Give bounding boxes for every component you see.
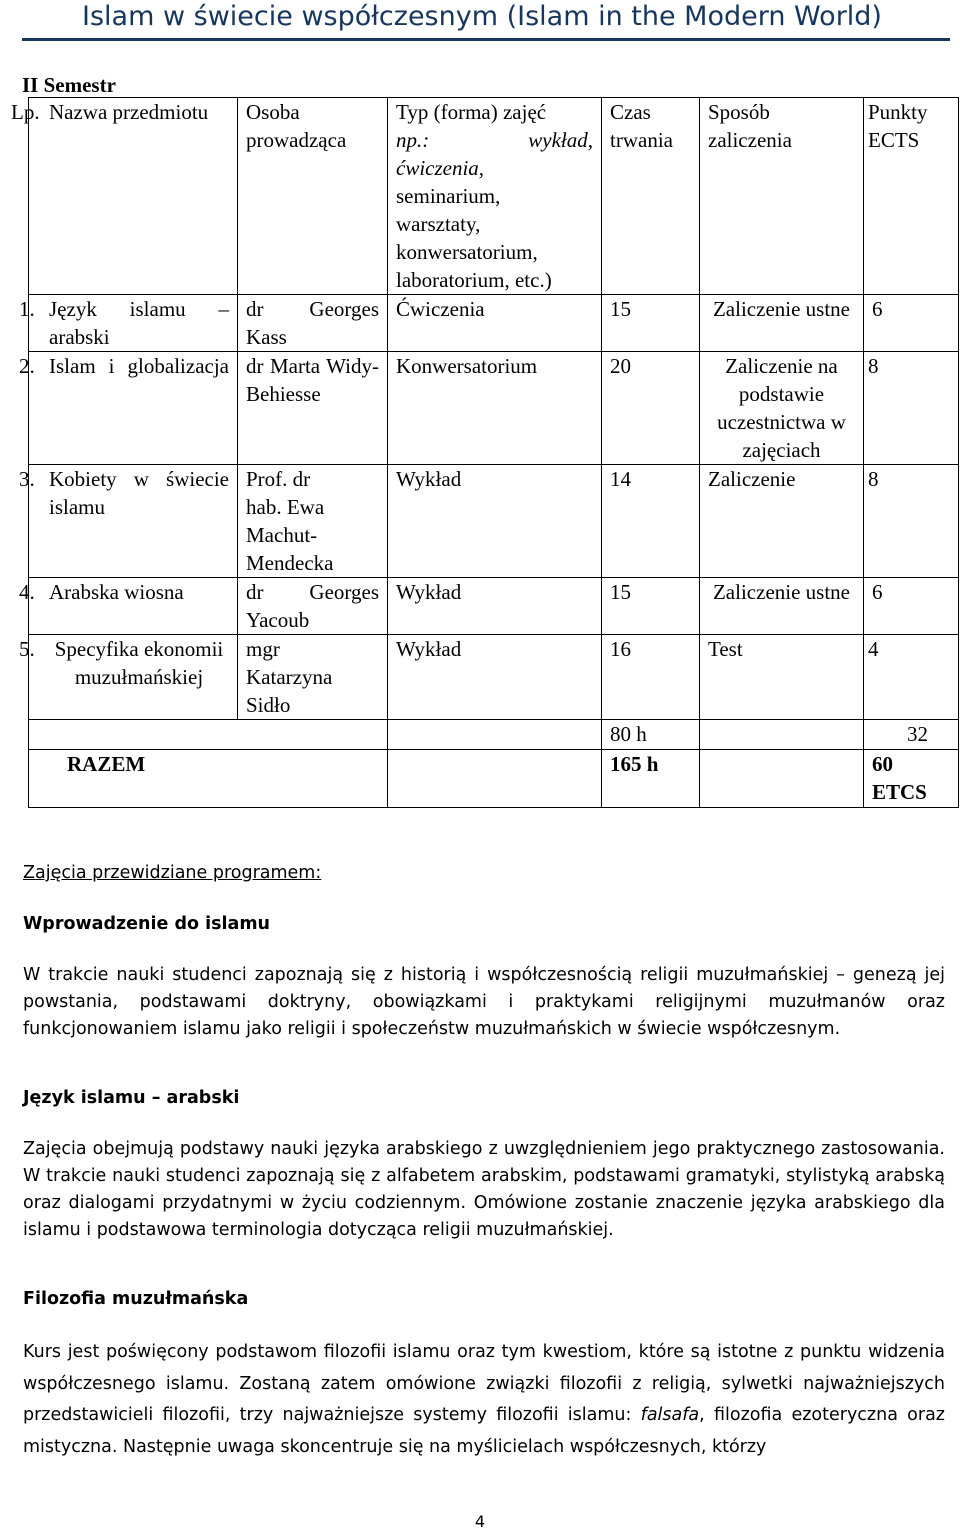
section-text: Zajęcia obejmują podstawy nauki języka arabskiego z uwzględnieniem jego praktycznego zastosowania. W trakcie nauki studenci zapoznają się z alfabetem arabskim, podstawami gramatyki, stylistyką arabską oraz dialogami przydatnymi w życiu codziennym. Omówione zostanie znaczenie języka arabskiego dla islamu i podstawowa terminologia dotycząca religii muzułmańskiej. xyxy=(23,1139,945,1240)
header-person: Osoba prowadząca xyxy=(238,98,388,295)
header-name: Nazwa przedmiotu xyxy=(49,100,209,124)
subtotal-empty xyxy=(29,720,388,750)
course-descriptions xyxy=(23,860,945,1463)
row-ects: 6 xyxy=(864,295,959,352)
header-type-b1: np.: wykład, xyxy=(396,128,593,152)
subtotal-empty-type xyxy=(388,720,602,750)
total-ects: 60 ETCS xyxy=(864,750,959,808)
header-ects: Punkty ECTS xyxy=(864,98,959,295)
table-row xyxy=(29,352,959,465)
header-method: Sposób zaliczenia xyxy=(700,98,864,295)
header-lp: Lp. xyxy=(11,100,40,124)
row-number: 2. xyxy=(19,354,35,378)
intro-heading: Zajęcia przewidziane programem: xyxy=(23,863,322,883)
section-text-part: Kurs jest poświęcony podstawom filozofii islamu oraz tym kwestiom, które są istotne z punktu widzenia współczesnego islamu. Zostaną zatem omówione związki filozofii z religią, sylwetki najważniejszych przedstawicieli filozofii, trzy najważniejsze systemy filozofii islamu: xyxy=(23,1342,945,1425)
total-label: RAZEM xyxy=(29,750,388,808)
section-text: W trakcie nauki studenci zapoznają się z historią i współczesnością religii muzułmańskiej – genezą jej powstania, podstawami doktryny, obowiązkami i praktykami religijnymi muzułmanów oraz funkcjonowaniem islamu jako religii i społeczeństw muzułmańskich w świecie współczesnym. xyxy=(23,965,945,1039)
row-person: mgr Katarzyna Sidło xyxy=(238,635,388,720)
subtotal-ects: 32 xyxy=(864,720,959,750)
page-header-title: Islam w świecie współczesnym (Islam in the Modern World) xyxy=(82,1,882,32)
row-person: Prof. dr hab. Ewa Machut-Mendecka xyxy=(238,465,388,578)
row-method: Zaliczenie ustne xyxy=(700,295,864,352)
section-heading: Wprowadzenie do islamu xyxy=(23,914,271,934)
row-ects: 8 xyxy=(864,352,959,465)
total-empty-method xyxy=(700,750,864,808)
total-empty-type xyxy=(388,750,602,808)
header-type xyxy=(388,98,602,295)
row-person: dr Georges Yacoub xyxy=(238,578,388,635)
row-ects: 6 xyxy=(864,578,959,635)
header-duration: Czas trwania xyxy=(602,98,700,295)
row-name: Język islamu – arabski xyxy=(49,297,229,349)
row-duration: 16 xyxy=(602,635,700,720)
subtotal-empty-method xyxy=(700,720,864,750)
row-3-name-cell xyxy=(19,465,238,578)
row-ects: 4 xyxy=(864,635,959,720)
row-name: Islam i globalizacja xyxy=(49,354,229,378)
section-text-emphasis: falsafa xyxy=(640,1405,700,1425)
row-person: dr Georges Kass xyxy=(238,295,388,352)
section-heading: Filozofia muzułmańska xyxy=(23,1289,249,1309)
course-table xyxy=(11,97,959,808)
header-type-c: seminarium, warsztaty, konwersatorium, laboratorium, etc.) xyxy=(396,184,552,292)
row-name: Arabska wiosna xyxy=(49,580,184,604)
header-type-b2: ćwiczenia, xyxy=(396,156,485,180)
row-type: Wykład xyxy=(388,578,602,635)
row-type: Konwersatorium xyxy=(388,352,602,465)
row-duration: 15 xyxy=(602,295,700,352)
row-number: 5. xyxy=(19,637,35,661)
row-5-name-cell xyxy=(19,635,238,720)
row-number: 3. xyxy=(19,467,35,491)
header-type-a: Typ (forma) zajęć xyxy=(396,100,547,124)
subtotal-row xyxy=(29,720,959,750)
row-duration: 15 xyxy=(602,578,700,635)
row-person: dr Marta Widy-Behiesse xyxy=(238,352,388,465)
table-row xyxy=(29,465,959,578)
row-4-name-cell xyxy=(19,578,238,635)
row-number: 1. xyxy=(19,297,35,321)
row-method: Zaliczenie na podstawie uczestnictwa w zajęciach xyxy=(700,352,864,465)
header-rule xyxy=(22,38,950,41)
row-method: Test xyxy=(700,635,864,720)
page-number: 4 xyxy=(474,1512,486,1531)
row-duration: 14 xyxy=(602,465,700,578)
table-row xyxy=(29,295,959,352)
subtotal-duration: 80 h xyxy=(602,720,700,750)
row-duration: 20 xyxy=(602,352,700,465)
header-lp-name xyxy=(11,98,238,295)
total-row xyxy=(29,750,959,808)
row-name: Specyfika ekonomii muzułmańskiej xyxy=(54,637,224,689)
row-type: Wykład xyxy=(388,635,602,720)
row-name: Kobiety w świecie islamu xyxy=(49,467,229,519)
section-heading: Język islamu – arabski xyxy=(23,1088,240,1108)
row-type: Ćwiczenia xyxy=(388,295,602,352)
section-text-part: , filozofia ezoteryczna oraz mistyczna. Następnie uwaga skoncentruje się na myślicielach współczesnych, którzy xyxy=(23,1405,945,1457)
total-duration: 165 h xyxy=(602,750,700,808)
row-ects: 8 xyxy=(864,465,959,578)
row-type: Wykład xyxy=(388,465,602,578)
table-header-row xyxy=(29,98,959,295)
semester-heading: II Semestr xyxy=(22,73,116,97)
row-1-name-cell xyxy=(19,295,238,352)
table-row xyxy=(29,578,959,635)
row-number: 4. xyxy=(19,580,35,604)
table-row xyxy=(29,635,959,720)
row-method: Zaliczenie xyxy=(700,465,864,578)
row-2-name-cell xyxy=(19,352,238,465)
row-method: Zaliczenie ustne xyxy=(700,578,864,635)
section-text xyxy=(23,1337,945,1463)
